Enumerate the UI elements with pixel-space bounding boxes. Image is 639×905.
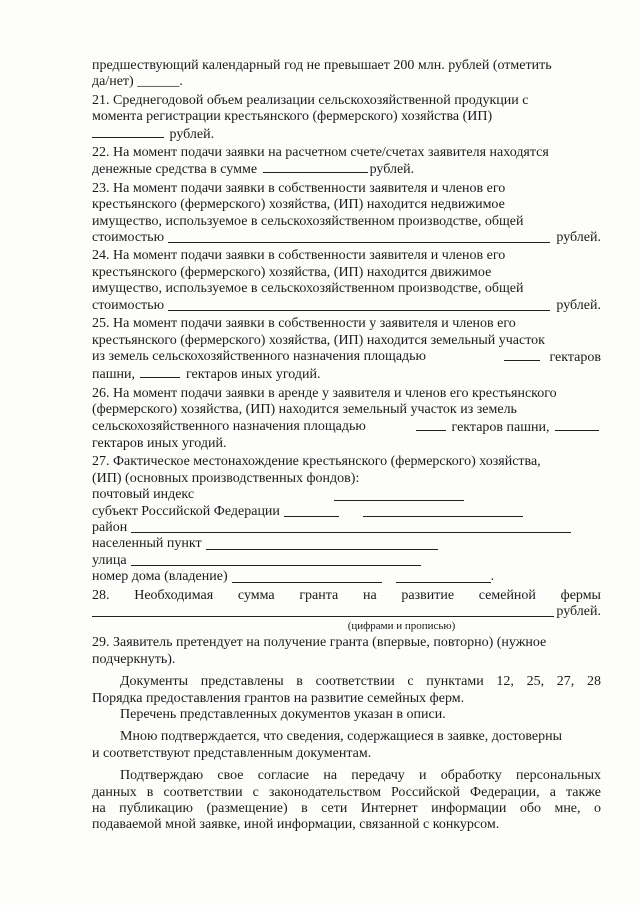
p28-suffix: рублей.	[556, 604, 601, 619]
house-field-a[interactable]	[232, 571, 382, 583]
p23-prefix: стоимостью	[92, 230, 165, 246]
docs-line1: Документы представлены в соответствии с пунктами 12, 25, 27, 28	[120, 674, 601, 690]
district-label: район	[92, 519, 128, 535]
p28-word: развитие	[401, 587, 455, 603]
p27-district-row	[92, 520, 601, 536]
p23-line4	[92, 230, 601, 246]
p25-other-field[interactable]	[140, 366, 180, 378]
region-field-b[interactable]	[363, 505, 523, 517]
p24-prefix: стоимостью	[92, 297, 165, 313]
item-23	[92, 181, 601, 247]
settlement-label: населенный пункт	[92, 536, 202, 552]
application-form-text	[92, 58, 601, 834]
p25-line3	[92, 349, 601, 366]
p26-other-field[interactable]	[555, 419, 599, 431]
p24-line1: 24. На момент подачи заявки в собственности заявителя и членов его	[92, 248, 506, 264]
street-label: улица	[92, 552, 127, 568]
confirm-line1: Мною подтверждается, что сведения, содержащиеся в заявке, достоверны	[120, 729, 562, 745]
postal-label: почтовый индекс	[92, 487, 195, 503]
p20-line1: предшествующий календарный год не превышает 200 млн. рублей (отметить	[92, 58, 552, 73]
item-25	[92, 316, 601, 384]
p27-line1: 27. Фактическое местонахождение крестьянского (фермерского) хозяйства,	[92, 454, 541, 470]
p25-area-group	[502, 349, 601, 366]
p28-word: 28.	[92, 587, 110, 603]
p29-line2: подчеркнуть).	[92, 651, 176, 667]
p25-prefix: из земель сельскохозяйственного назначения площадью	[92, 348, 427, 364]
p26-line3	[92, 419, 601, 436]
p26-group	[414, 419, 601, 436]
p22-amount-field[interactable]	[263, 161, 368, 173]
street-field[interactable]	[131, 554, 421, 566]
p29-line1: 29. Заявитель претендует на получение гранта (впервые, повторно) (нужное	[92, 635, 547, 651]
consent-line3: на публикацию (размещение) в сети Интернет информации обо мне, о	[92, 801, 601, 817]
p26-arable-field[interactable]	[416, 419, 446, 431]
region-label: субъект Российской Федерации	[92, 503, 280, 519]
p28-word: гранта	[299, 587, 339, 603]
p24-suffix: рублей.	[556, 297, 601, 313]
item-29	[92, 635, 601, 668]
p22-line2	[92, 161, 601, 178]
item-21	[92, 93, 601, 143]
p28-caption: (цифрами и прописью)	[347, 620, 456, 633]
consent-paragraph	[92, 768, 601, 834]
p26-line2: (фермерского) хозяйства, (ИП) находится земельный участок из земель	[92, 402, 517, 418]
p23-suffix: рублей.	[556, 230, 601, 246]
p28-word: сумма	[237, 587, 275, 603]
p24-line2: крестьянского (фермерского) хозяйства, (ИП) находится движимое	[92, 264, 492, 280]
consent-line4: подаваемой мной заявке, иной информации, связанной с конкурсом.	[92, 817, 500, 833]
p21-text1: 21. Среднегодовой объем реализации сельскохозяйственной продукции с	[92, 92, 529, 108]
p25-other: гектаров иных угодий.	[185, 367, 321, 383]
p21-suffix: рублей.	[169, 126, 215, 142]
p25-hectares: гектаров	[549, 349, 601, 365]
item-24	[92, 248, 601, 314]
item-28	[92, 588, 601, 634]
p24-line3: имущество, используемое в сельскохозяйственном производстве, общей	[92, 281, 524, 297]
item-27	[92, 454, 601, 585]
p25-arable-field[interactable]	[504, 349, 540, 361]
p22-suffix: рублей.	[369, 162, 415, 178]
p21-amount-field[interactable]	[92, 126, 164, 138]
p22-line1: 22. На момент подачи заявки на расчетном счете/счетах заявителя находятся	[92, 145, 549, 161]
p28-word: фермы	[560, 587, 601, 603]
p27-house-row	[92, 569, 601, 585]
list-paragraph: Перечень представленных документов указан в описи.	[120, 707, 446, 723]
p28-word: на	[362, 587, 377, 603]
item-26	[92, 386, 601, 453]
confirm-paragraph	[92, 729, 601, 762]
p27-line2: (ИП) (основных производственных фондов):	[92, 470, 360, 486]
confirm-line2: и соответствуют представленным документам.	[92, 745, 372, 761]
house-field-b[interactable]	[396, 571, 491, 583]
p23-line2: крестьянского (фермерского) хозяйства, (ИП) находится недвижимое	[92, 197, 505, 213]
p25-line1: 25. На момент подачи заявки в собственности у заявителя и членов его	[92, 316, 516, 332]
p27-region-row	[92, 504, 601, 520]
p21-line1	[92, 93, 601, 109]
p27-postal-row	[92, 487, 601, 503]
p28-word: Необходимая	[134, 587, 214, 603]
settlement-field[interactable]	[206, 538, 438, 550]
item-22	[92, 145, 601, 179]
consent-line2: данных в соответствии с законодательством Российской Федерации, а также	[92, 784, 601, 800]
p20-line2: да/нет) ______.	[92, 74, 183, 90]
house-label: номер дома (владение)	[92, 569, 228, 585]
p25-line2: крестьянского (фермерского) хозяйства, (ИП) находится земельный участок	[92, 332, 545, 348]
p26-line4: гектаров иных угодий.	[92, 435, 227, 451]
p26-mid: гектаров пашни,	[451, 419, 550, 435]
p23-value-field[interactable]	[168, 231, 550, 243]
p25-arable: пашни,	[92, 367, 135, 383]
grant-amount-field[interactable]	[92, 605, 554, 617]
docs-line2: Порядка предоставления грантов на развитие семейных ферм.	[92, 690, 465, 706]
p24-value-field[interactable]	[168, 299, 550, 311]
p23-line1: 23. На момент подачи заявки в собственности заявителя и членов его	[92, 180, 506, 196]
p26-line1: 26. На момент подачи заявки в аренде у заявителя и членов его крестьянского	[92, 385, 557, 401]
p27-settlement-row	[92, 536, 601, 552]
consent-line1: Подтверждаю свое согласие на передачу и обработку персональных	[120, 768, 601, 784]
p22-prefix: денежные средства в сумме	[92, 162, 258, 178]
p24-line4	[92, 298, 601, 314]
documents-paragraph	[92, 674, 601, 707]
p27-street-row	[92, 553, 601, 569]
region-field-a[interactable]	[284, 505, 339, 517]
p21-line2: момента регистрации крестьянского (фермерского) хозяйства (ИП)	[92, 109, 493, 125]
p26-prefix: сельскохозяйственного назначения площадью	[92, 418, 366, 434]
p25-line4	[92, 366, 601, 383]
district-field[interactable]	[131, 521, 571, 533]
p21-line3	[92, 126, 601, 143]
p28-line2	[92, 604, 601, 620]
p28-word: семейной	[478, 587, 536, 603]
postal-code-field[interactable]	[334, 489, 464, 501]
p28-line1	[92, 588, 601, 604]
p23-line3: имущество, используемое в сельскохозяйственном производстве, общей	[92, 213, 524, 229]
house-dot: .	[490, 569, 495, 585]
